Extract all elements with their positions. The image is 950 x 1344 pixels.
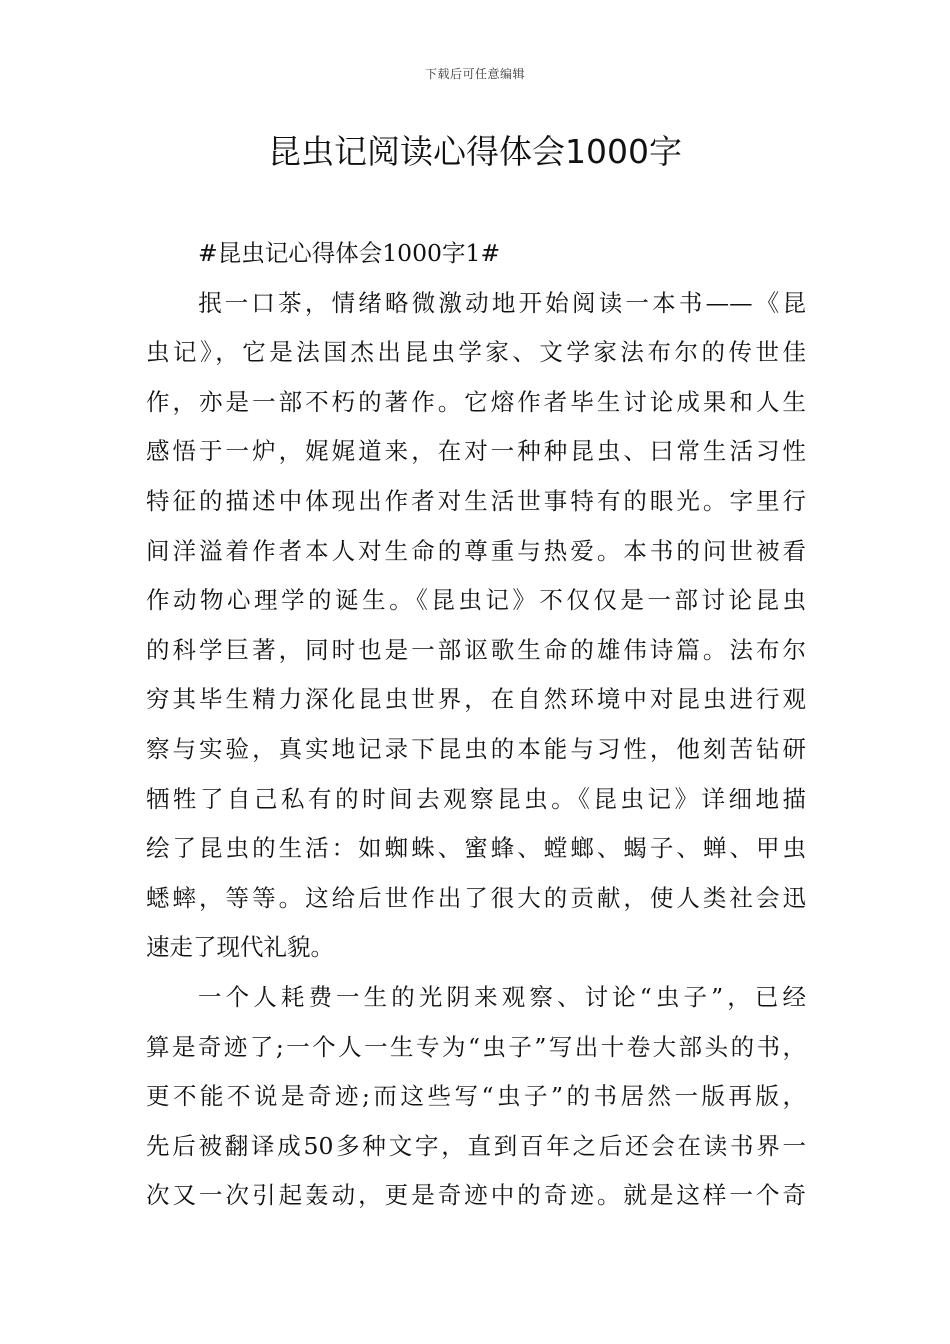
paragraph-line: 抿一口茶，情绪略微激动地开始阅读一本书——《昆 — [198, 288, 806, 317]
document-body — [146, 229, 806, 1221]
paragraph-line: 间洋溢着作者本人对生命的尊重与热爱。本书的问世被看 — [146, 536, 806, 565]
paragraph-line: 作动物心理学的诞生。《昆虫记》不仅仅是一部讨论昆虫 — [146, 586, 806, 615]
paragraph-line: 蟋蟀，等等。这给后世作出了很大的贡献，使人类社会迅 — [146, 883, 806, 912]
paragraph-2 — [146, 973, 806, 1221]
paragraph-line: 作，亦是一部不朽的著作。它熔作者毕生讨论成果和人生 — [146, 387, 806, 416]
paragraph-line: 一个人耗费一生的光阴来观察、讨论“虫子”，已经 — [198, 982, 806, 1011]
paragraph-1 — [146, 279, 806, 973]
paragraph-line: 牺牲了自己私有的时间去观察昆虫。《昆虫记》详细地描 — [146, 784, 806, 813]
paragraph-line: 穷其毕生精力深化昆虫世界，在自然环境中对昆虫进行观 — [146, 685, 806, 714]
paragraph-line: 先后被翻译成50多种文字，直到百年之后还会在读书界一 — [146, 1131, 806, 1160]
paragraph-line: 特征的描述中体现出作者对生活世事特有的眼光。字里行 — [146, 486, 806, 515]
paragraph-line: 感悟于一炉，娓娓道来，在对一种种昆虫、曰常生活习性 — [146, 437, 806, 466]
header-note: 下载后可任意编辑 — [424, 67, 525, 81]
paragraph-line: 绘了昆虫的生活：如蜘蛛、蜜蜂、螳螂、蝎子、蝉、甲虫 — [146, 834, 806, 863]
paragraph-line: 察与实验，真实地记录下昆虫的本能与习性，他刻苦钻研 — [146, 734, 806, 763]
document-title: 昆虫记阅读心得体会1000字 — [268, 132, 682, 171]
paragraph-line: 次又一次引起轰动，更是奇迹中的奇迹。就是这样一个奇 — [146, 1181, 806, 1210]
paragraph-line: 算是奇迹了;一个人一生专为“虫子”写出十卷大部头的书， — [146, 1032, 806, 1061]
paragraph-line: 的科学巨著，同时也是一部讴歌生命的雄伟诗篇。法布尔 — [146, 635, 806, 664]
paragraph-line: 虫记》，它是法国杰出昆虫学家、文学家法布尔的传世佳 — [146, 338, 806, 367]
paragraph-line: 速走了现代礼貌。 — [146, 933, 334, 962]
section-heading: #昆虫记心得体会1000字1# — [198, 239, 501, 267]
paragraph-line: 更不能不说是奇迹;而这些写“虫子”的书居然一版再版， — [146, 1082, 806, 1111]
